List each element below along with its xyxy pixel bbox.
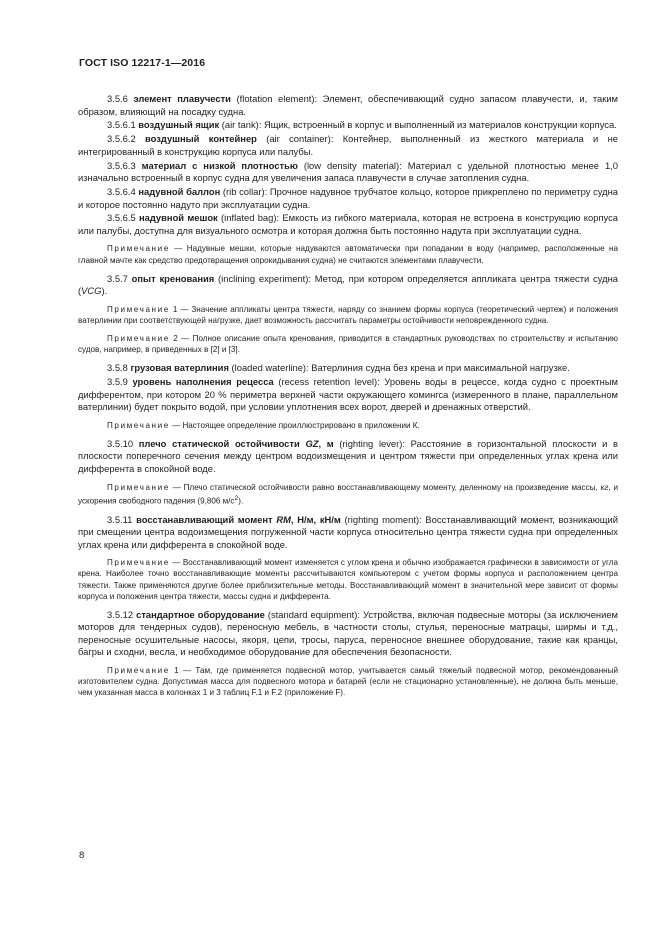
- note-inclining-2: [78, 333, 618, 355]
- term-unit: , м: [318, 437, 334, 449]
- clause-number: 3.5.6.2: [107, 133, 136, 145]
- term: воздушный ящик: [138, 119, 220, 131]
- term: [136, 514, 341, 525]
- note-text: — Настоящее определение проиллюстрировано в приложении К.: [169, 420, 420, 430]
- term: грузовая ватерлиния: [130, 362, 229, 374]
- term: стандартное оборудование: [136, 608, 265, 620]
- term-text: восстанавливающий момент: [136, 513, 277, 525]
- term-unit: , Н/м, кН/м: [290, 513, 341, 525]
- clause-number: 3.5.6: [107, 93, 128, 104]
- definition-text: (rib collar): Прочное надувное трубчатое кольцо, которое прикреплено по периметру судна и которое постоянно надуто при эксплуатации судна.: [78, 185, 619, 210]
- note-number: 1: [169, 666, 179, 676]
- document-header-title: ГОСТ ISO 12217-1—2016: [79, 57, 206, 69]
- note-recess: [78, 420, 618, 431]
- note-righting-lever: [78, 482, 618, 507]
- definition-text: (loaded waterline): Ватерлиния судна без крена и при максимальной нагрузке.: [228, 362, 570, 374]
- definition-text: (recess retention level): Уровень воды в рецессе, когда судно с проектным дифферентом, при котором 20 % периметра верхней части окружающего комингса (измеренного в плане, параллельном ватерлинии) будет покрыто водой, при условии уплотнения всех ворот, дверей и дренажных отверстий.: [78, 376, 619, 413]
- note-standard-equipment-1: [78, 665, 618, 698]
- definition-text: (righting lever): Расстояние в горизонтальной плоскости и в плоскости поперечного сечения между центром водоизмещения и центром тяжести при определенных углах крена или дифферента в спокойной воде.: [78, 437, 618, 475]
- note-label: Примечание: [107, 420, 170, 430]
- definition-text: (air tank): Ящик, встроенный в корпус и выполненный из материалов конструкции корпуса.: [219, 119, 617, 131]
- note-text: — Значение аппликаты центра тяжести, наряду со знанием формы корпуса (теоретический чертеж) и положения ватерлинии при соответствующей нагрузке, дает возможность рассчитать параметры остойчивости неповрежденного судна.: [78, 304, 618, 325]
- definition-3-5-10: [78, 438, 618, 476]
- note-number: 2: [169, 334, 178, 344]
- term: опыт кренования: [131, 272, 215, 284]
- term: уровень наполнения рецесса: [132, 376, 274, 387]
- note-text: — Надувные мешки, которые надуваются автоматически при попадании в воду (например, расположенные на главной мачте как средство предотвращения опрокидывания судна) не считаются элементами плавучести.: [78, 244, 618, 265]
- definition-text: (inflated bag): Емкость из гибкого материала, которая не встроена в конструкцию корпуса или палубы, доступна для визуального осмотра и которая должна быть постоянно надута при эксплуатации судна.: [78, 212, 619, 236]
- term-symbol: RM: [276, 513, 291, 525]
- note-label: Примечание: [107, 334, 170, 344]
- definition-3-5-6: [78, 93, 618, 118]
- definition-text: (inclining experiment): Метод, при котором определяется аппликата центра тяжести судна (: [78, 272, 618, 297]
- definition-italic: VCG: [81, 285, 102, 297]
- note-number: 1: [169, 304, 178, 314]
- note-label: Примечание: [107, 244, 170, 254]
- definition-text: (standard equipment): Устройства, включая подвесные моторы (за исключением моторов для тендерных судов), переносную мебель, в частности столы, стулья, переносные матрацы, ширмы и т.д., переносные осушительные насосы, якоря, цепи, тросы, паруса, переносное внешнее оборудование, такие как кранцы, багры и сходни, весла, и необходимое оборудование для обеспечения безопасности.: [78, 608, 619, 658]
- definition-3-5-6-5: [78, 212, 618, 237]
- clause-number: 3.5.12: [107, 608, 134, 620]
- definition-text-end: ).: [101, 285, 108, 297]
- term: материал с низкой плотностью: [141, 159, 298, 171]
- note-inflated-bags: [78, 243, 618, 265]
- clause-number: 3.5.10: [107, 437, 134, 449]
- note-label: Примечание: [107, 482, 170, 492]
- term: элемент плавучести: [133, 93, 231, 104]
- clause-number: 3.5.6.4: [107, 185, 136, 197]
- term-text: плечо статической остойчивости: [138, 437, 306, 449]
- clause-number: 3.5.11: [107, 513, 133, 525]
- definition-3-5-6-3: [78, 160, 618, 185]
- definition-3-5-8: [78, 362, 618, 375]
- note-label: Примечание: [107, 666, 170, 676]
- note-text: — Полное описание опыта кренования, приводится в стандартных руководствах по строительству и испытанию судов, например, в приведенных в [2] и [3].: [78, 334, 618, 355]
- note-text: — Плечо статической остойчивости равно восстанавливающему моменту, деленному на произведение массы,: [169, 482, 601, 492]
- note-text-end: ).: [238, 496, 244, 506]
- note-superscript: 2: [234, 494, 239, 502]
- note-text: — Там, где применяется подвесной мотор, учитывается самый тяжелый подвесной мотор, рекомендованный изготовителем судна. Допустимая масса для подвесного мотора и батарей (если не стационарно установленные), не должна быть меньше, чем указанная масса в колонках 1 и 3 таблиц F.1 и F.2 (приложение F).: [78, 666, 618, 698]
- definition-3-5-9: [78, 376, 618, 414]
- clause-number: 3.5.8: [107, 362, 128, 374]
- definition-text: (low density material): Материал с удельной плотностью менее 1,0 изначально встроенный в корпус судна для увеличения запаса плавучести в случае затопления судна.: [78, 159, 618, 184]
- note-inclining-1: [78, 304, 618, 326]
- term: воздушный контейнер: [145, 133, 257, 145]
- page-number: 8: [79, 850, 85, 861]
- definition-text: (air container): Контейнер, выполненный из жесткого материала и не интегрированный в конструкцию корпуса или палубы.: [78, 133, 619, 157]
- note-label: Примечание: [107, 304, 170, 314]
- definition-3-5-6-1: [78, 119, 618, 132]
- note-righting-moment: [78, 557, 618, 601]
- clause-number: 3.5.6.1: [107, 119, 136, 131]
- note-text-cont: , и ускорения свободного падения (9,806 м/с: [78, 482, 618, 506]
- clause-number: 3.5.6.5: [107, 212, 136, 224]
- note-italic: кг: [600, 482, 609, 492]
- definition-3-5-11: [78, 514, 618, 552]
- clause-number: 3.5.7: [107, 272, 128, 284]
- definition-text: (righting moment): Восстанавливающий момент, возникающий при смещении центра водоизмещения погруженной части корпуса относительно центра тяжести судна при определенных углах крена или дифферента в спокойной воде.: [78, 513, 618, 550]
- term-symbol: GZ: [305, 437, 319, 449]
- document-body: [78, 93, 618, 705]
- note-text: — Восстанавливающий момент изменяется с углом крена и обычно изображается графически в зависимости от угла крена. Наиболее точно восстанавливающие моменты рассчитываются компьютером с учетом формы корпуса и расположением центра тяжести. Также применяются другие более приблизительные методы. Восстанавливающий момент в значительной мере зависит от формы корпуса и положения центра тяжести, массы судна и дифферента.: [78, 558, 618, 601]
- definition-3-5-6-2: [78, 133, 618, 158]
- definition-3-5-7: [78, 273, 618, 298]
- term: надувной баллон: [138, 185, 221, 197]
- clause-number: 3.5.6.3: [107, 159, 136, 171]
- note-label: Примечание: [107, 558, 170, 568]
- definition-3-5-6-4: [78, 186, 618, 211]
- definition-3-5-12: [78, 609, 618, 659]
- definition-text: (flotation element): Элемент, обеспечивающий судно запасом плавучести, и, таким образом, влияющий на посадку судна.: [78, 93, 619, 117]
- clause-number: 3.5.9: [107, 376, 128, 387]
- term: [139, 438, 334, 449]
- term: надувной мешок: [138, 212, 218, 224]
